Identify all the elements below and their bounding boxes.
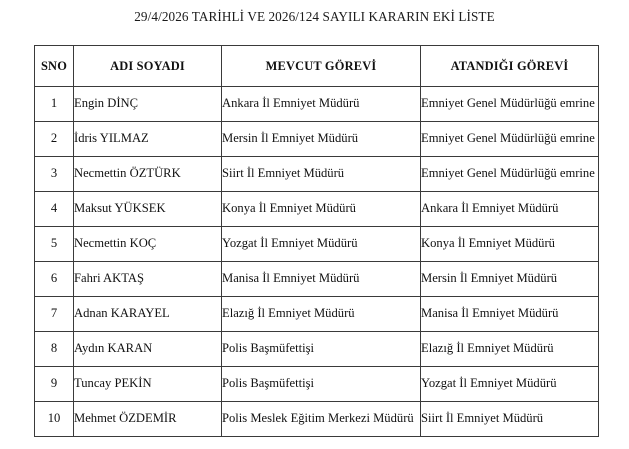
cell-name-text: Necmettin KOÇ xyxy=(74,236,157,251)
table-row xyxy=(35,192,599,227)
cell-current-duty xyxy=(222,262,421,297)
cell-sno-text: 7 xyxy=(50,306,58,321)
column-header-assigned-duty: ATANDIĞI GÖREVİ xyxy=(421,46,599,87)
column-header-name: ADI SOYADI xyxy=(74,46,222,87)
cell-name-text: Engin DİNÇ xyxy=(74,96,139,111)
cell-current-duty-text: Polis Meslek Eğitim Merkezi Müdürü xyxy=(222,411,414,426)
cell-assigned-duty xyxy=(421,192,599,227)
cell-sno xyxy=(35,297,74,332)
table-row xyxy=(35,367,599,402)
cell-sno-text: 8 xyxy=(50,341,58,356)
cell-current-duty xyxy=(222,157,421,192)
cell-name-text: Fahri AKTAŞ xyxy=(74,271,145,286)
cell-current-duty xyxy=(222,122,421,157)
cell-assigned-duty xyxy=(421,402,599,437)
table-header xyxy=(35,46,599,87)
cell-current-duty-text: Konya İl Emniyet Müdürü xyxy=(222,201,356,216)
cell-name xyxy=(74,332,222,367)
cell-current-duty xyxy=(222,87,421,122)
cell-assigned-duty xyxy=(421,87,599,122)
cell-assigned-duty-text: Emniyet Genel Müdürlüğü emrine xyxy=(421,96,595,111)
cell-assigned-duty xyxy=(421,262,599,297)
cell-name-text: Aydın KARAN xyxy=(74,341,153,356)
cell-sno xyxy=(35,192,74,227)
cell-assigned-duty xyxy=(421,122,599,157)
table-row xyxy=(35,402,599,437)
cell-current-duty xyxy=(222,402,421,437)
cell-current-duty-text: Ankara İl Emniyet Müdürü xyxy=(222,96,360,111)
cell-assigned-duty-text: Konya İl Emniyet Müdürü xyxy=(421,236,555,251)
table-body xyxy=(35,87,599,437)
cell-current-duty-text: Elazığ İl Emniyet Müdürü xyxy=(222,306,355,321)
cell-name-text: İdris YILMAZ xyxy=(74,131,149,146)
cell-current-duty xyxy=(222,367,421,402)
cell-name xyxy=(74,87,222,122)
cell-name-text: Mehmet ÖZDEMİR xyxy=(74,411,177,426)
cell-sno xyxy=(35,122,74,157)
cell-current-duty xyxy=(222,192,421,227)
cell-name-text: Adnan KARAYEL xyxy=(74,306,170,321)
cell-assigned-duty-text: Mersin İl Emniyet Müdürü xyxy=(421,271,558,286)
table-row xyxy=(35,87,599,122)
cell-sno-text: 3 xyxy=(50,166,58,181)
cell-name xyxy=(74,157,222,192)
cell-assigned-duty-text: Emniyet Genel Müdürlüğü emrine xyxy=(421,131,595,146)
cell-sno-text: 10 xyxy=(47,411,61,426)
cell-sno xyxy=(35,157,74,192)
table-row xyxy=(35,332,599,367)
cell-current-duty xyxy=(222,332,421,367)
cell-name xyxy=(74,122,222,157)
cell-name xyxy=(74,262,222,297)
cell-name xyxy=(74,227,222,262)
cell-current-duty xyxy=(222,297,421,332)
cell-assigned-duty-text: Siirt İl Emniyet Müdürü xyxy=(421,411,544,426)
cell-current-duty-text: Polis Başmüfettişi xyxy=(222,376,315,391)
table-header-row xyxy=(35,46,599,87)
cell-name-text: Maksut YÜKSEK xyxy=(74,201,166,216)
cell-assigned-duty-text: Elazığ İl Emniyet Müdürü xyxy=(421,341,554,356)
cell-name xyxy=(74,367,222,402)
cell-sno xyxy=(35,332,74,367)
cell-assigned-duty xyxy=(421,227,599,262)
cell-name xyxy=(74,192,222,227)
assignment-list-table xyxy=(34,45,599,437)
cell-current-duty-text: Yozgat İl Emniyet Müdürü xyxy=(222,236,358,251)
cell-assigned-duty xyxy=(421,367,599,402)
cell-sno-text: 5 xyxy=(50,236,58,251)
cell-current-duty-text: Mersin İl Emniyet Müdürü xyxy=(222,131,359,146)
cell-sno xyxy=(35,402,74,437)
cell-sno-text: 6 xyxy=(50,271,58,286)
cell-sno-text: 4 xyxy=(50,201,58,216)
cell-current-duty-text: Siirt İl Emniyet Müdürü xyxy=(222,166,345,181)
cell-current-duty-text: Manisa İl Emniyet Müdürü xyxy=(222,271,360,286)
cell-name-text: Tuncay PEKİN xyxy=(74,376,152,391)
table-row xyxy=(35,157,599,192)
cell-assigned-duty xyxy=(421,157,599,192)
cell-assigned-duty xyxy=(421,297,599,332)
cell-sno-text: 9 xyxy=(50,376,58,391)
cell-sno xyxy=(35,367,74,402)
cell-current-duty xyxy=(222,227,421,262)
column-header-sno: SNO xyxy=(35,46,74,87)
cell-current-duty-text: Polis Başmüfettişi xyxy=(222,341,315,356)
cell-assigned-duty-text: Ankara İl Emniyet Müdürü xyxy=(421,201,559,216)
cell-assigned-duty-text: Yozgat İl Emniyet Müdürü xyxy=(421,376,557,391)
table-row xyxy=(35,262,599,297)
cell-name xyxy=(74,297,222,332)
cell-sno-text: 2 xyxy=(50,131,58,146)
page-title: 29/4/2026 TARİHLİ VE 2026/124 SAYILI KARARIN EKİ LİSTE xyxy=(134,9,495,24)
table-row xyxy=(35,122,599,157)
cell-sno xyxy=(35,262,74,297)
cell-assigned-duty xyxy=(421,332,599,367)
cell-sno xyxy=(35,227,74,262)
cell-name xyxy=(74,402,222,437)
cell-assigned-duty-text: Manisa İl Emniyet Müdürü xyxy=(421,306,559,321)
column-header-current-duty: MEVCUT GÖREVİ xyxy=(222,46,421,87)
cell-sno-text: 1 xyxy=(50,96,58,111)
cell-assigned-duty-text: Emniyet Genel Müdürlüğü emrine xyxy=(421,166,595,181)
cell-name-text: Necmettin ÖZTÜRK xyxy=(74,166,181,181)
table-row xyxy=(35,227,599,262)
table-row xyxy=(35,297,599,332)
cell-sno xyxy=(35,87,74,122)
